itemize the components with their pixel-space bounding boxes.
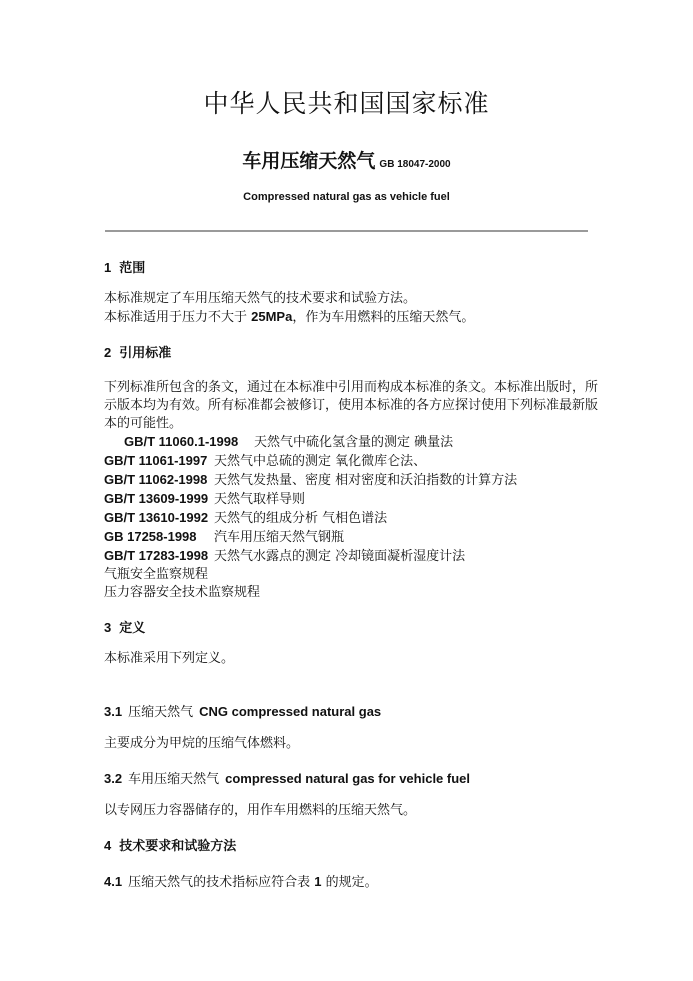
reference-item bbox=[104, 509, 599, 528]
table-reference: 1 bbox=[314, 874, 322, 889]
section-3-heading bbox=[104, 618, 599, 638]
section-title: 技术要求和试验方法 bbox=[119, 838, 237, 853]
reference-title: 天然气发热量、密度 相对密度和沃泊指数的计算方法 bbox=[214, 473, 518, 488]
scope-line-2-post: ，作为车用燃料的压缩天然气。 bbox=[292, 310, 475, 325]
reference-item-plain: 气瓶安全监察规程 bbox=[104, 567, 209, 582]
reference-item-plain: 压力容器安全技术监察规程 bbox=[104, 585, 261, 600]
section-title: 范围 bbox=[119, 260, 146, 275]
definition-term: 车用压缩天然气 bbox=[128, 772, 220, 787]
section-4-heading bbox=[104, 836, 599, 856]
definition-term-english: CNG compressed natural gas bbox=[199, 704, 382, 719]
scope-line-2 bbox=[104, 308, 599, 327]
definitions-intro: 本标准采用下列定义。 bbox=[104, 651, 235, 666]
section-number: 3 bbox=[104, 620, 112, 635]
scope-line-1: 本标准规定了车用压缩天然气的技术要求和试验方法。 bbox=[104, 291, 417, 306]
reference-item bbox=[104, 528, 599, 547]
section-2-heading bbox=[104, 343, 599, 363]
national-standard-title: 中华人民共和国国家标准 bbox=[203, 89, 490, 118]
definition-term: 压缩天然气 bbox=[128, 705, 194, 720]
standard-title bbox=[0, 146, 693, 173]
requirement-4-1 bbox=[104, 872, 599, 893]
standard-title-text: 车用压缩天然气 bbox=[242, 150, 376, 172]
pressure-value: 25MPa bbox=[251, 309, 293, 324]
definition-3-1-text: 主要成分为甲烷的压缩气体燃料。 bbox=[104, 736, 300, 751]
reference-item bbox=[104, 471, 599, 490]
reference-code: GB/T 11060.1-1998 bbox=[124, 434, 239, 449]
reference-list bbox=[104, 433, 599, 602]
standard-number: GB 18047-2000 bbox=[379, 159, 451, 170]
section-title: 定义 bbox=[119, 620, 146, 635]
header-divider bbox=[105, 230, 588, 232]
reference-code: GB/T 13609-1999 bbox=[104, 491, 209, 506]
reference-title: 天然气中总硫的测定 氧化微库仑法、 bbox=[214, 454, 427, 469]
subsection-number: 3.1 bbox=[104, 704, 123, 719]
reference-item bbox=[104, 490, 599, 509]
section-number: 4 bbox=[104, 838, 112, 853]
requirement-text-post: 的规定。 bbox=[321, 875, 378, 890]
references-paragraph: 下列标准所包含的条文，通过在本标准中引用而构成本标准的条文。本标准出版时，所示版本均为有效。所有标准都会被修订，使用本标准的各方应探讨使用下列标准最新版本的可能性。 bbox=[104, 380, 599, 431]
reference-item bbox=[104, 547, 599, 566]
reference-code: GB 17258-1998 bbox=[104, 529, 197, 544]
subsection-number: 4.1 bbox=[104, 874, 123, 889]
reference-title: 天然气取样导则 bbox=[214, 492, 306, 507]
subsection-number: 3.2 bbox=[104, 771, 123, 786]
reference-code: GB/T 11062-1998 bbox=[104, 472, 208, 487]
document-body bbox=[104, 258, 599, 893]
english-title: Compressed natural gas as vehicle fuel bbox=[243, 191, 450, 203]
reference-title: 天然气水露点的测定 冷却镜面凝析湿度计法 bbox=[214, 549, 466, 564]
reference-code: GB/T 17283-1998 bbox=[104, 548, 209, 563]
requirement-text-pre: 压缩天然气的技术指标应符合表 bbox=[128, 875, 315, 890]
reference-code: GB/T 11061-1997 bbox=[104, 453, 208, 468]
section-number: 1 bbox=[104, 260, 112, 275]
reference-item bbox=[104, 452, 599, 471]
reference-title: 汽车用压缩天然气钢瓶 bbox=[214, 530, 345, 545]
section-number: 2 bbox=[104, 345, 112, 360]
reference-title: 天然气中硫化氢含量的测定 碘量法 bbox=[254, 435, 454, 450]
definition-3-2-heading bbox=[104, 769, 599, 790]
reference-item bbox=[104, 433, 599, 452]
definition-3-1-heading bbox=[104, 702, 599, 723]
section-title: 引用标准 bbox=[119, 345, 172, 360]
definition-term-english: compressed natural gas for vehicle fuel bbox=[225, 771, 471, 786]
section-1-heading bbox=[104, 258, 599, 278]
reference-title: 天然气的组成分析 气相色谱法 bbox=[214, 511, 388, 526]
scope-line-2-pre: 本标准适用于压力不大于 bbox=[104, 310, 252, 325]
reference-code: GB/T 13610-1992 bbox=[104, 510, 209, 525]
definition-3-2-text: 以专网压力容器储存的，用作车用燃料的压缩天然气。 bbox=[104, 803, 417, 818]
